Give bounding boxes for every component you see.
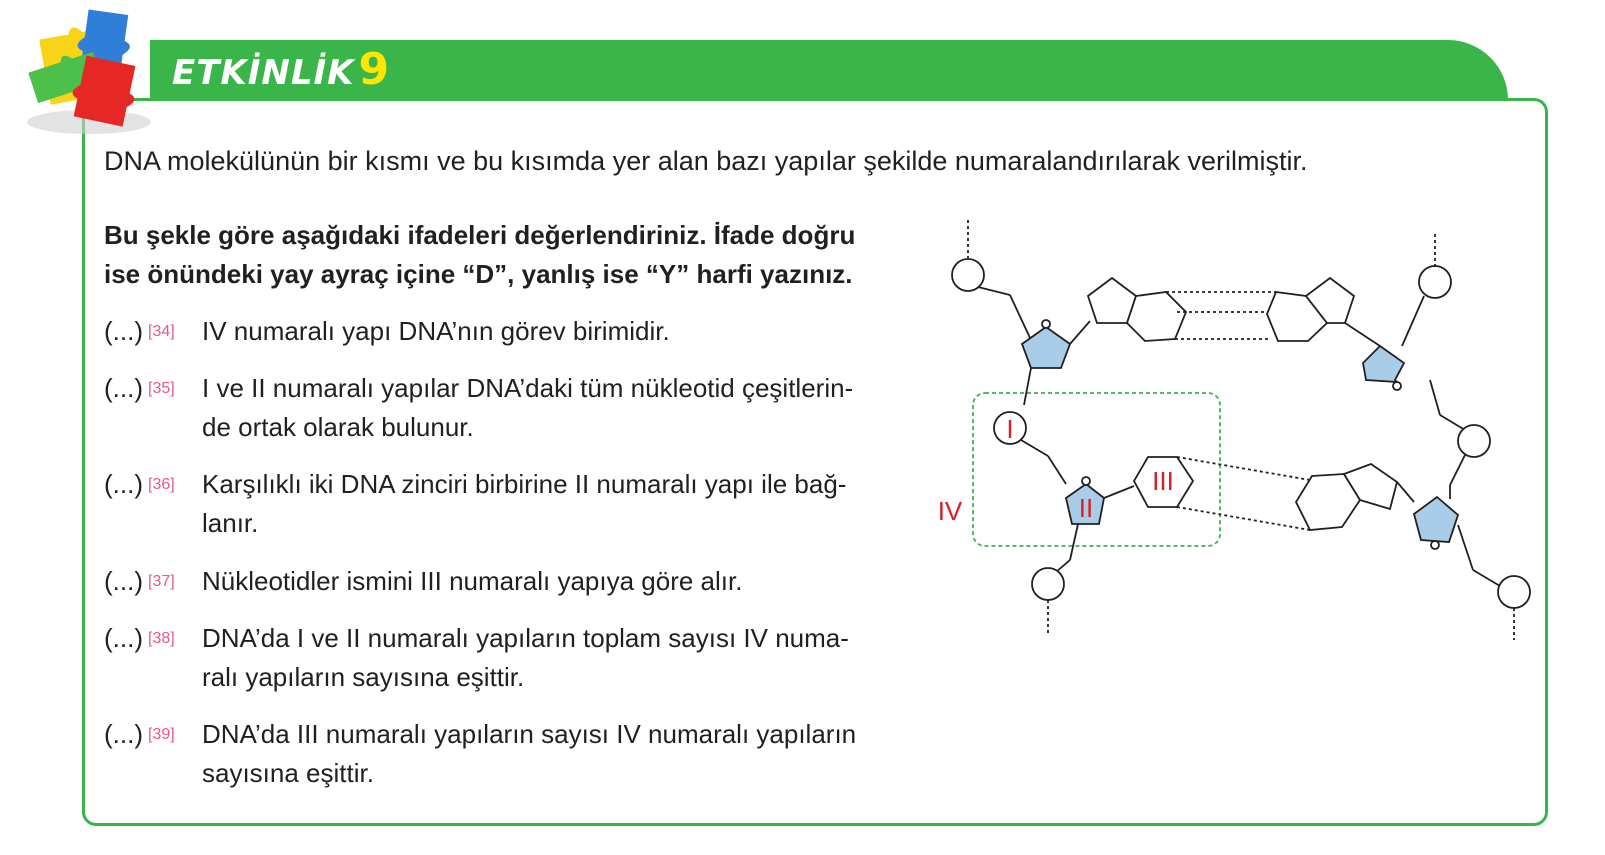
statement-35 (104, 369, 924, 447)
sugar-pentagon (1414, 497, 1458, 542)
statement-34 (104, 312, 924, 351)
sugar-pentagon (1022, 327, 1070, 368)
statement-line: sayısına eşittir. (202, 758, 374, 788)
question-number: [36] (148, 476, 175, 493)
instruction-line-1: Bu şekle göre aşağıdaki ifadeleri değerlendiriniz. İfade doğru (104, 220, 856, 250)
question-number: [37] (148, 573, 175, 590)
backbone-right-top (1402, 234, 1490, 485)
question-number: [34] (148, 323, 175, 340)
answer-blank[interactable]: (...) (104, 469, 143, 499)
base-pair-bottom (1296, 464, 1414, 530)
statement-line: Karşılıklı iki DNA zinciri birbirine II numaralı yapı ile bağ- (202, 469, 847, 499)
answer-blank[interactable]: (...) (104, 566, 143, 596)
backbone-left-top (952, 220, 1031, 340)
question-number: [39] (148, 726, 175, 743)
statement-37 (104, 562, 924, 601)
statement-line: DNA’da I ve II numaralı yapıların toplam sayısı IV numa- (202, 623, 849, 653)
puzzle-icon (14, 4, 164, 138)
intro-text: DNA molekülünün bir kısmı ve bu kısımda yer alan bazı yapılar şekilde numaralandırılarak verilmiştir. (104, 146, 1308, 176)
label-II: II (1078, 493, 1094, 523)
backbone-left-bottom (1032, 524, 1078, 635)
answer-blank[interactable]: (...) (104, 316, 143, 346)
activity-title (172, 44, 390, 95)
statement-line: I ve II numaralı yapılar DNA’daki tüm nükleotid çeşitlerin- (202, 373, 854, 403)
title-number: 9 (358, 44, 390, 95)
answer-blank[interactable]: (...) (104, 373, 143, 403)
statement-line: lanır. (202, 508, 259, 538)
statement-line: IV numaralı yapı DNA’nın görev birimidir. (202, 316, 670, 346)
label-III: III (1152, 466, 1174, 496)
instruction-line-2: ise önündeki yay ayraç içine “D”, yanlış ise “Y” harfi yazınız. (104, 259, 853, 289)
base-pair-top (1088, 278, 1354, 341)
answer-blank[interactable]: (...) (104, 719, 143, 749)
backbone-right-bottom (1458, 525, 1530, 640)
label-IV: IV (937, 496, 963, 526)
statement-38 (104, 619, 924, 697)
sugar-pentagon (1363, 346, 1404, 382)
label-I: I (1006, 414, 1014, 444)
title-text: ETKİNLİK (172, 53, 355, 93)
statement-line: Nükleotidler ismini III numaralı yapıya göre alır. (202, 566, 743, 596)
dna-diagram (920, 220, 1560, 650)
answer-blank[interactable]: (...) (104, 623, 143, 653)
question-number: [35] (148, 380, 175, 397)
statement-line: ralı yapıların sayısına eşittir. (202, 662, 525, 692)
statement-39 (104, 715, 924, 793)
statement-36 (104, 465, 924, 543)
statement-line: DNA’da III numaralı yapıların sayısı IV numaralı yapıların (202, 719, 857, 749)
question-number: [38] (148, 630, 175, 647)
statement-line: de ortak olarak bulunur. (202, 412, 474, 442)
instruction (104, 216, 924, 294)
